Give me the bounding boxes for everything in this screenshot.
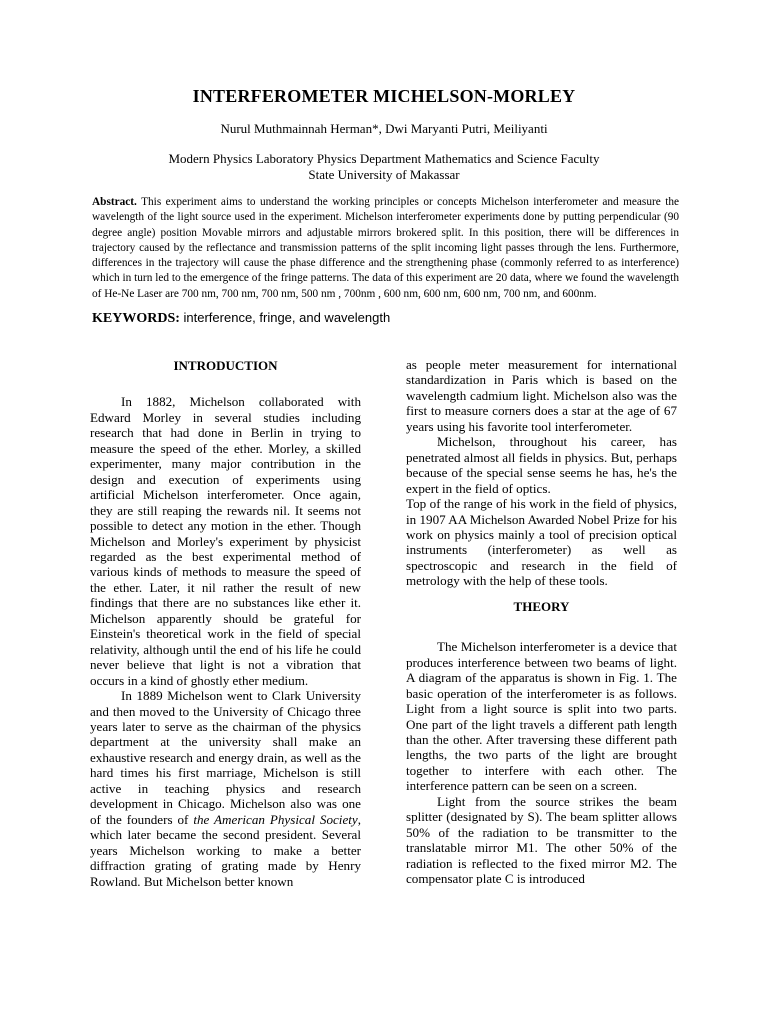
paper-title: INTERFEROMETER MICHELSON-MORLEY: [192, 86, 576, 106]
intro-continuation-paragraph: as people meter measurement for international standardization in Paris which is based on the wavelength cadmium light. Michelson also was the first to measure corners does a star at the age of 67 years using his favorite tool interferometer.: [406, 357, 677, 434]
theory-paragraph-1: The Michelson interferometer is a device that produces interference between two beams of light. A diagram of the apparatus is shown in Fig. 1. The basic operation of the interferometer is as follows. Light from a light source is split into two parts. One part of the light travels a different path length than the other. After traversing these different path lengths, the two parts of the light are brought together to interfere with each other. The interference pattern can be seen on a screen.: [406, 639, 677, 794]
abstract-text: This experiment aims to understand the working principles or concepts Michelson interferometer and measure the wavelength of the light source used in the experiment. Michelson interferometer experiments done by putting perpendicular (90 degree angle) position Movable mirrors and adjustable mirrors brokered split. In this position, there will be differences in trajectory caused by the reflectance and transmission patterns of the split incoming light passes through the lens. Furthermore, differences in the trajectory will cause the phase difference and the strengthening phase (commonly referred to as interference) which in turn led to the emergence of the fringe patterns. The data of this experiment are 20 data, where we found the wavelength of He-Ne Laser are 700 nm, 700 nm, 700 nm, 500 nm , 700nm , 600 nm, 600 nm, 600 nm, 700 nm, and 600nm.: [92, 196, 679, 300]
affiliation-line-2: State University of Makassar: [308, 167, 460, 182]
author-list: Nurul Muthmainnah Herman*, Dwi Maryanti Putri, Meiliyanti: [220, 121, 548, 136]
keywords-text: interference, fringe, and wavelength: [179, 310, 391, 325]
affiliation: [0, 151, 768, 183]
theory-paragraph-2: Light from the source strikes the beam splitter (designated by S). The beam splitter allows 50% of the radiation to be transmitter to the translatable mirror M1. The other 50% of the radiation is reflected to the fixed mirror M2. The compensator plate C is introduced: [406, 793, 677, 887]
society-name: the American Physical Society: [193, 811, 358, 827]
theory-heading: THEORY: [513, 598, 570, 614]
nobel-paragraph: Top of the range of his work in the field of physics, in 1907 AA Michelson Awarded Nobel Prize for his work on physics mainly a tool of precision optical instruments (interferometer) as well as spectroscopic and research in the field of metrology with the help of these tools.: [406, 496, 677, 589]
introduction-heading: INTRODUCTION: [173, 358, 278, 373]
abstract: [92, 195, 679, 302]
career-paragraph: Michelson, throughout his career, has penetrated almost all fields in physics. But, perhaps because of the special sense seems he has, he's the expert in the field of optics.: [406, 434, 677, 496]
right-column: [406, 357, 677, 887]
introduction-paragraph-2-start: In 1889 Michelson went to Clark University and then moved to the University of Chicago three years later to serve as the chairman of the physics department at the university shall make an exhaustive research and energy drain, as well as the hard times his first marriage, Michelson is still active in teaching physics and research development in Chicago. Michelson also was one of the founders of: [90, 688, 361, 827]
introduction-paragraph-2-end: , which later became the second president. Several years Michelson working to make a better diffraction grating of grating made by Henry Rowland. But Michelson better known: [90, 811, 361, 889]
affiliation-line-1: Modern Physics Laboratory Physics Department Mathematics and Science Faculty: [168, 151, 600, 166]
abstract-label: Abstract.: [92, 196, 137, 208]
left-column: [90, 358, 361, 889]
introduction-paragraph-1: In 1882, Michelson collaborated with Edward Morley in several studies including research that had done in Berlin in trying to measure the speed of the ether. Morley, a skilled experimenter, many major contribution in the design and execution of experiments using artificial Michelson interferometer. Once again, they are still reaping the rewards nil. It seems not possible to detect any motion in the ether. Though Michelson and Morley's experiment by physicist regarded as the best experimental method of various kinds of methods to measure the speed of the ether. Later, it nil rather the result of new findings that there are no substances like ether it. Michelson apparently should be grateful for Einstein's theoretical work in the field of special relativity, although until the end of his life he could never believe that light is not a vibration that occurs in a kind of ghostly ether medium.: [90, 394, 361, 688]
keywords: [92, 310, 390, 327]
keywords-label: KEYWORDS:: [92, 311, 180, 326]
introduction-paragraph-2: [90, 688, 361, 889]
